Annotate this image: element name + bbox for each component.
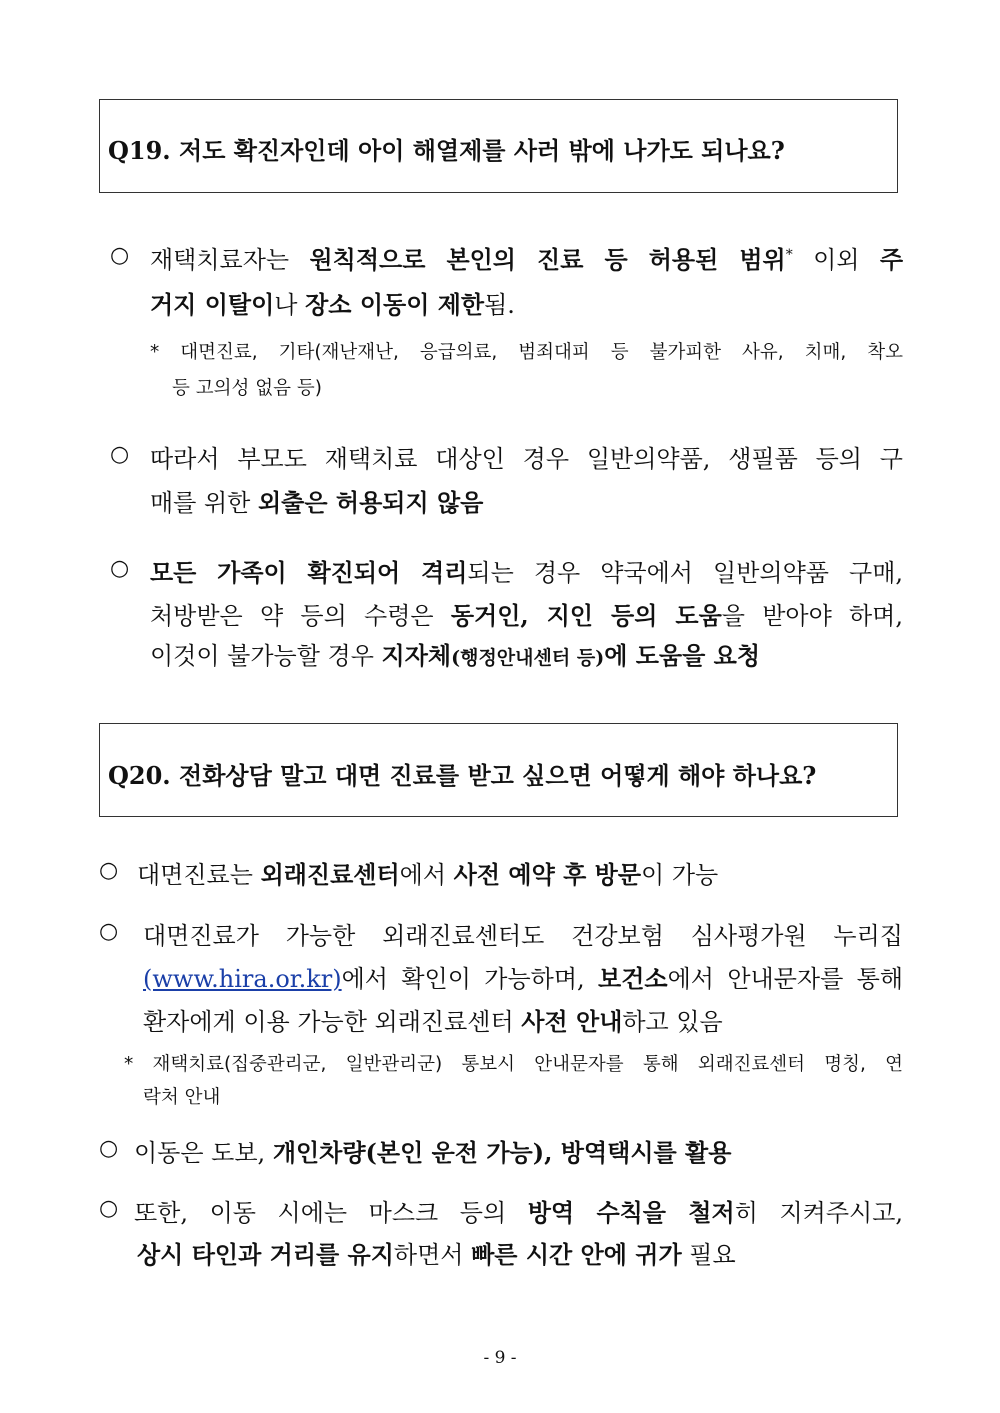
q19-b2-line1: 따라서 부모도 재택치료 대상인 경우 일반의약품, 생필품 등의 구	[150, 445, 903, 473]
bullet-mark: ○	[99, 919, 119, 944]
q20-b2-line3: 환자에게 이용 가능한 외래진료센터 사전 안내하고 있음	[143, 1007, 723, 1036]
q19-note-line1: * 대면진료, 기타(재난재난, 응급의료, 범죄대피 등 불가피한 사유, 치매, 착오	[150, 342, 903, 363]
page-number: - 9 -	[483, 1348, 517, 1368]
q19-b1-line1: 재택치료자는 원칙적으로 본인의 진료 등 허용된 범위* 이외 주	[150, 245, 903, 274]
bullet-mark: ○	[110, 442, 130, 467]
q19-box	[99, 99, 898, 193]
bullet-mark: ○	[110, 556, 130, 581]
hira-link[interactable]: (www.hira.or.kr)	[143, 965, 342, 993]
bullet-mark: ○	[99, 1136, 119, 1161]
q20-b4-line1: 또한, 이동 시에는 마스크 등의 방역 수칙을 철저히 지켜주시고,	[134, 1198, 904, 1227]
q20-b2-line2: (www.hira.or.kr)에서 확인이 가능하며, 보건소에서 안내문자를 통해	[143, 964, 904, 993]
q19-b1-line2: 거지 이탈이나 장소 이동이 제한됨.	[150, 290, 515, 319]
bullet-mark: ○	[99, 858, 119, 883]
q20-box	[99, 723, 898, 817]
q19-b3-line1: 모든 가족이 확진되어 격리되는 경우 약국에서 일반의약품 구매,	[150, 558, 904, 587]
q20-note-line1: * 재택치료(집중관리군, 일반관리군) 통보시 안내문자를 통해 외래진료센터 명칭, 연	[124, 1054, 903, 1075]
bullet-mark: ○	[110, 243, 130, 268]
q19-b3-line3: 이것이 불가능할 경우 지자체(행정안내센터 등)에 도움을 요청	[150, 641, 761, 670]
q20-b2-line1: 대면진료가 가능한 외래진료센터도 건강보험 심사평가원 누리집	[143, 922, 903, 950]
q20-b1-line1: 대면진료는 외래진료센터에서 사전 예약 후 방문이 가능	[137, 860, 719, 889]
q20-title: Q20. 전화상담 말고 대면 진료를 받고 싶으면 어떻게 해야 하나요?	[108, 761, 817, 790]
q20-note-line2: 락처 안내	[143, 1087, 221, 1108]
q20-b3-line1: 이동은 도보, 개인차량(본인 운전 가능), 방역택시를 활용	[134, 1138, 732, 1167]
q19-note-line2: 등 고의성 없음 등)	[172, 378, 322, 399]
q19-b2-line2: 매를 위한 외출은 허용되지 않음	[150, 488, 484, 517]
q20-b4-line2: 상시 타인과 거리를 유지하면서 빠른 시간 안에 귀가 필요	[137, 1240, 736, 1269]
q19-b3-line2: 처방받은 약 등의 수령은 동거인, 지인 등의 도움을 받아야 하며,	[150, 601, 903, 630]
bullet-mark: ○	[99, 1196, 119, 1221]
q19-title: Q19. 저도 확진자인데 아이 해열제를 사러 밖에 나가도 되나요?	[108, 136, 785, 165]
